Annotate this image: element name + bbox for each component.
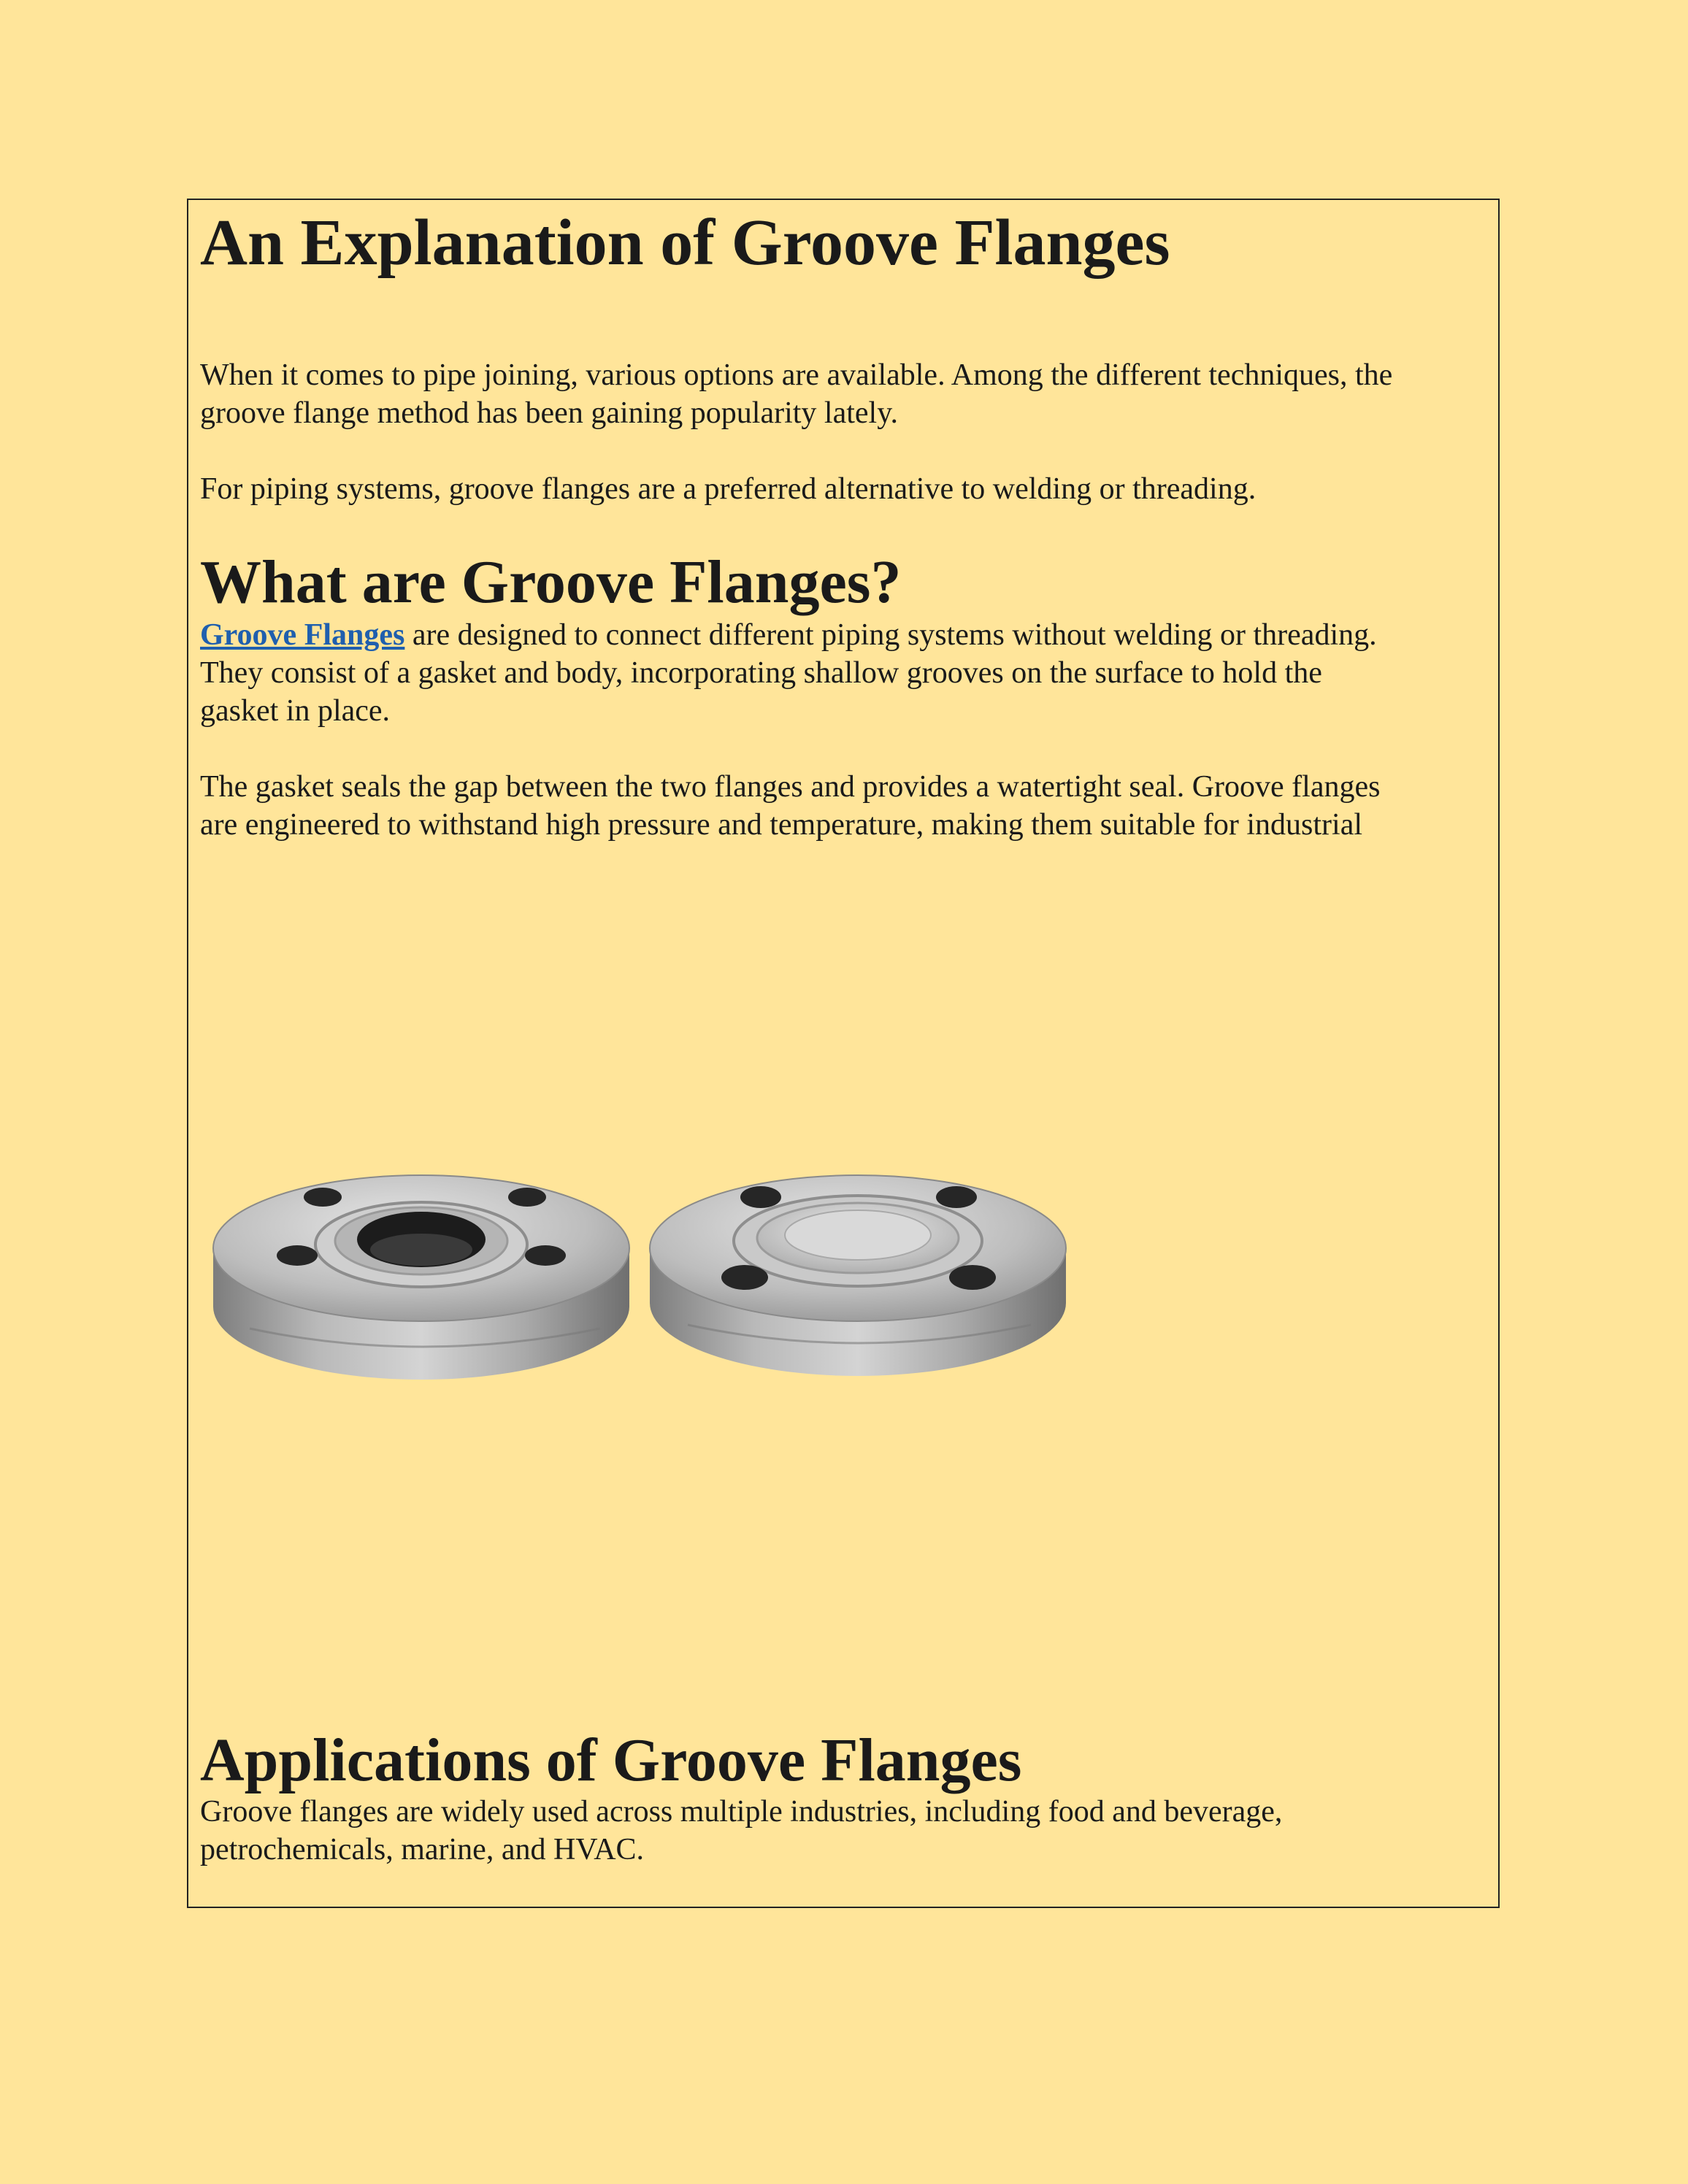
- what-paragraph-2: [200, 768, 1500, 844]
- page-title: An Explanation of Groove Flanges: [200, 207, 1170, 279]
- applications-paragraph: [200, 1793, 1500, 1869]
- applications-line-2: petrochemicals, marine, and HVAC.: [200, 1833, 645, 1866]
- what-p1-line-1-rest: are designed to connect different piping systems without welding or threading.: [404, 618, 1377, 652]
- content-frame: [187, 199, 1500, 1908]
- what-p1-line-3: gasket in place.: [200, 694, 391, 728]
- what-p2-line-1: The gasket seals the gap between the two flanges and provides a watertight seal. Groove flanges: [200, 770, 1381, 804]
- what-heading: What are Groove Flanges?: [200, 548, 902, 616]
- groove-flanges-image: [206, 1110, 1082, 1409]
- applications-line-1: Groove flanges are widely used across multiple industries, including food and beverage,: [200, 1795, 1283, 1829]
- intro-paragraph-1: [200, 356, 1500, 432]
- left-flange: [213, 1175, 629, 1380]
- what-paragraph-1: [200, 616, 1500, 730]
- groove-flanges-link[interactable]: Groove Flanges: [200, 618, 405, 652]
- right-flange: [650, 1175, 1066, 1376]
- applications-heading: Applications of Groove Flanges: [200, 1726, 1022, 1794]
- what-p2-line-2: are engineered to withstand high pressure and temperature, making them suitable for industrial: [200, 808, 1363, 842]
- intro-p1-line-1: When it comes to pipe joining, various options are available. Among the different techniques, the: [200, 358, 1393, 392]
- intro-p1-line-2: groove flange method has been gaining popularity lately.: [200, 396, 898, 430]
- intro-paragraph-2: For piping systems, groove flanges are a preferred alternative to welding or threading.: [200, 472, 1257, 506]
- what-p1-line-2: They consist of a gasket and body, incorporating shallow grooves on the surface to hold the: [200, 656, 1322, 690]
